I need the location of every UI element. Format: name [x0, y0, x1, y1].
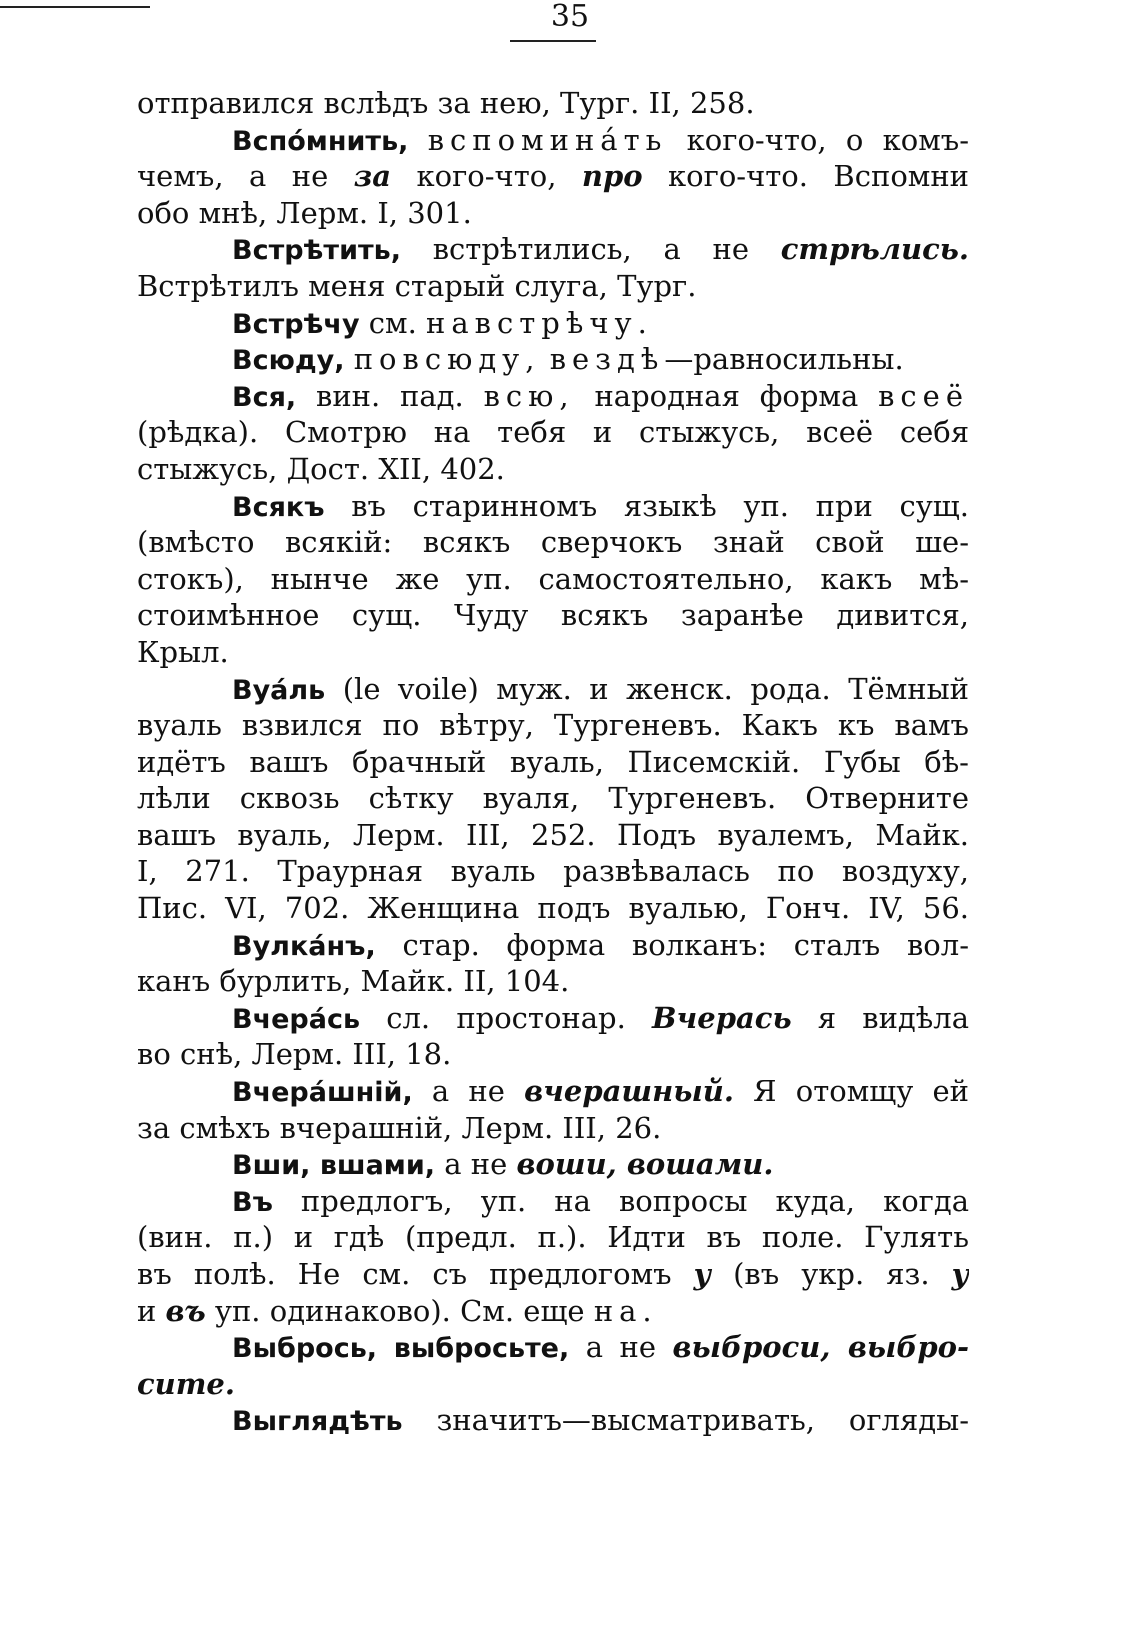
text-line: [137, 524, 969, 561]
spaced-term: всю,: [483, 378, 575, 413]
text-segment: и: [137, 1293, 166, 1328]
spaced-term: вспоминáть: [427, 122, 668, 157]
text-line: [137, 1293, 969, 1330]
text-segment: [345, 342, 354, 376]
text-segment: обо мнѣ, Лерм. I, 301.: [137, 195, 472, 230]
spaced-term: всеё: [878, 378, 969, 413]
text-segment: народная форма: [574, 378, 879, 413]
headword: Выглядѣть: [232, 1406, 403, 1438]
text-line: [137, 1219, 969, 1256]
headword: Вуáль: [232, 674, 326, 706]
italic-example: выброси, выбро-: [672, 1330, 969, 1365]
text-segment: во снѣ, Лерм. III, 18.: [137, 1037, 452, 1072]
text-segment: кого-что. Вспомни: [642, 159, 969, 194]
spaced-term: навстрѣчу.: [426, 305, 653, 340]
text-segment: (le voile) муж. и женск. рода. Тёмный: [325, 671, 969, 706]
text-line: [137, 122, 969, 159]
headword: Вся,: [232, 381, 297, 413]
text-line: [137, 195, 969, 232]
text-segment: чемъ, а не: [137, 159, 354, 194]
text-segment: Крыл.: [137, 634, 229, 669]
text-segment: а не: [412, 1074, 525, 1109]
text-segment: см.: [359, 305, 427, 340]
text-line: [137, 817, 969, 854]
headword: Въ: [232, 1186, 273, 1218]
text-line: [137, 890, 969, 927]
headword: Встрѣтить,: [232, 235, 401, 267]
text-line: [137, 561, 969, 598]
text-line: [137, 780, 969, 817]
italic-example: у: [693, 1257, 712, 1291]
text-segment: а не: [569, 1330, 673, 1365]
text-line: [137, 341, 969, 378]
text-line: [137, 1073, 969, 1110]
italic-example: въ: [165, 1293, 206, 1328]
text-segment: —равносильны.: [664, 342, 904, 377]
headword: Вспóмнить,: [232, 125, 409, 157]
text-segment: (въ укр. яз.: [711, 1257, 952, 1291]
text-line: [137, 1329, 969, 1366]
italic-example: стрѣлись.: [780, 232, 969, 267]
text-line: [137, 707, 969, 744]
text-line: [137, 1366, 969, 1403]
text-segment: предлогъ, уп. на вопросы куда, когда: [272, 1183, 969, 1218]
headword: Вчерáсь: [232, 1003, 361, 1035]
text-segment: (вмѣсто всякій: всякъ сверчокъ знай свой ше-: [137, 525, 969, 560]
text-line: [137, 744, 969, 781]
headword: Вши, вшами,: [232, 1150, 436, 1182]
spaced-term: на.: [593, 1293, 658, 1328]
text-line: [137, 1146, 969, 1183]
text-segment: сл. простонар.: [360, 1000, 653, 1035]
text-line: [137, 1183, 969, 1220]
text-segment: стокъ), нынче же уп. самостоятельно, какъ мѣ-: [137, 561, 969, 596]
dictionary-text: [137, 85, 969, 1439]
text-segment: кого-что, о комъ-: [667, 122, 969, 157]
text-segment: а не: [435, 1147, 517, 1182]
text-segment: вин. пад.: [296, 378, 484, 413]
text-segment: отправился вслѣдъ за нею, Тург. II, 258.: [137, 86, 755, 120]
text-segment: (рѣдка). Смотрю на тебя и стыжусь, всеё себя: [137, 415, 969, 450]
text-segment: уп. одинаково). См. еще: [205, 1293, 594, 1328]
text-line: [137, 378, 969, 415]
text-line: [137, 1256, 969, 1293]
italic-example: воши, вошами.: [516, 1147, 774, 1182]
text-line: [137, 853, 969, 890]
text-line: [137, 1110, 969, 1147]
text-line: [137, 927, 969, 964]
headword: Вулкáнъ,: [232, 930, 376, 962]
text-segment: I, 271. Траурная вуаль развѣвалась по воздуху,: [137, 854, 969, 889]
text-segment: вуаль взвился по вѣтру, Тургеневъ. Какъ къ вамъ: [137, 708, 969, 743]
text-segment: въ старинномъ языкѣ уп. при сущ.: [324, 488, 969, 523]
page-number-rule: [510, 40, 596, 42]
headword: Выбрось, выбросьте,: [232, 1333, 570, 1365]
page-number: 35: [550, 0, 590, 34]
text-line: [137, 597, 969, 634]
text-segment: значитъ—высматривать, огляды-: [402, 1403, 969, 1438]
text-segment: встрѣтились, а не: [400, 232, 781, 267]
text-segment: Я отомщу ей: [733, 1074, 969, 1109]
text-segment: вашъ вуаль, Лерм. III, 252. Подъ вуалемъ, Майк.: [137, 817, 969, 852]
text-line: [137, 1036, 969, 1073]
text-segment: [408, 123, 427, 157]
headword: Встрѣчу: [232, 308, 360, 340]
headword: Всюду,: [232, 345, 345, 377]
text-segment: кого-что,: [391, 159, 582, 194]
text-segment: Пис. VI, 702. Женщина подъ вуалью, Гонч. IV, 56.: [137, 891, 969, 926]
spaced-term: вездѣ: [549, 342, 665, 377]
text-segment: канъ бурлить, Майк. II, 104.: [137, 964, 570, 999]
text-segment: Встрѣтилъ меня старый слуга, Тург.: [137, 268, 697, 303]
italic-example: вчерашный.: [524, 1074, 734, 1109]
text-segment: въ полѣ. Не см. съ предлогомъ: [137, 1257, 694, 1291]
text-segment: стыжусь, Дост. XII, 402.: [137, 451, 505, 486]
text-line: [137, 671, 969, 708]
text-line: [137, 963, 969, 1000]
text-segment: [540, 342, 549, 376]
text-line: [137, 305, 969, 342]
text-line: [137, 158, 969, 195]
text-line: [137, 268, 969, 305]
text-segment: (вин. п.) и гдѣ (предл. п.). Идти въ поле. Гулять: [137, 1220, 969, 1255]
italic-example: про: [581, 159, 643, 194]
text-line: [137, 231, 969, 268]
text-line: [137, 1000, 969, 1037]
text-line: [137, 634, 969, 671]
text-segment: я видѣла: [791, 1000, 969, 1035]
text-segment: стар. форма волканъ: сталъ вол-: [375, 927, 969, 962]
text-segment: идётъ вашъ брачный вуаль, Писемскій. Губы бѣ-: [137, 744, 969, 779]
headword: Вчерáшній,: [232, 1077, 413, 1109]
text-segment: за смѣхъ вчерашній, Лерм. III, 26.: [137, 1110, 662, 1145]
text-line: [137, 488, 969, 525]
text-line: [137, 85, 969, 122]
italic-example: сите.: [137, 1366, 235, 1401]
italic-example: Вчерась: [652, 1000, 792, 1035]
headword: Всякъ: [232, 491, 325, 523]
text-segment: стоимѣнное сущ. Чуду всякъ заранѣе дивится,: [137, 598, 969, 633]
italic-example: за: [353, 159, 392, 194]
text-line: [137, 451, 969, 488]
text-line: [137, 1402, 969, 1439]
italic-example: у: [951, 1257, 969, 1291]
text-line: [137, 414, 969, 451]
text-segment: лѣли сквозь сѣтку вуаля, Тургеневъ. Отверните: [137, 781, 969, 816]
spaced-term: повсюду,: [353, 342, 541, 377]
